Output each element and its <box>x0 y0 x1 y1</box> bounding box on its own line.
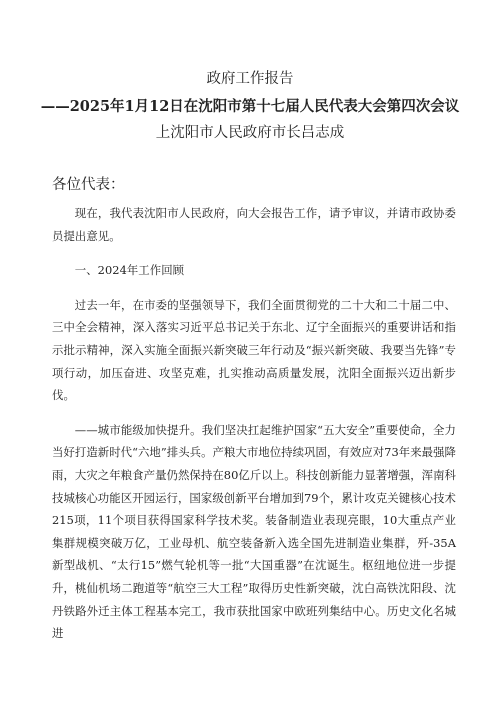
paragraph-city-capacity: ——城市能级加快提升。我们坚决扛起维护国家“五大安全”重要使命，全力当好打造新时代“六地”排头兵。产粮大市地位持续巩固，有效应对73年来最强降雨，大灾之年粮食产量仍然保持在80亿斤以上。科技创新能力显著增强，浑南科技城核心功能区开园运行，国家级创新平台增加到79个，累计攻克关键核心技术215项，11个项目获得国家科学技术奖。装备制造业表现亮眼，10大重点产业集群规模突破万亿，工业母机、航空装备新入选全国先进制造业集群，歼-35A新型战机、“太行15”燃气轮机等一批“大国重器”在沈诞生。枢纽地位进一步提升，桃仙机场二跑道等“航空三大工程”取得历史性新突破，沈白高铁沈阳段、沈丹铁路外迁主体工程基本完工，我市获批国家中欧班列集结中心。历史文化名城进 <box>52 422 456 641</box>
paragraph-intro: 现在，我代表沈阳市人民政府，向大会报告工作，请予审议，并请市政协委员提出意见。 <box>52 206 456 243</box>
section-heading: 一、2024年工作回顾 <box>74 263 185 278</box>
paragraph-overview: 过去一年，在市委的坚强领导下，我们全面贯彻党的二十大和二十届二中、三中全会精神，深入落实习近平总书记关于东北、辽宁全面振兴的重要讲话和指示批示精神，深入实施全面振兴新突破三年行动及“振兴新突破、我要当先锋”专项行动，加压奋进、攻坚克难，扎实推动高质量发展，沈阳全面振兴迈出新步伐。 <box>52 297 456 403</box>
report-body <box>52 202 456 657</box>
title-line-main: 政府工作报告 <box>206 71 294 87</box>
report-title <box>0 66 500 147</box>
title-line-speaker: 上沈阳市人民政府市长吕志成 <box>155 125 345 141</box>
title-line-subtitle: ——2025年1月12日在沈阳市第十七届人民代表大会第四次会议 <box>40 98 460 115</box>
salutation: 各位代表： <box>52 177 125 193</box>
